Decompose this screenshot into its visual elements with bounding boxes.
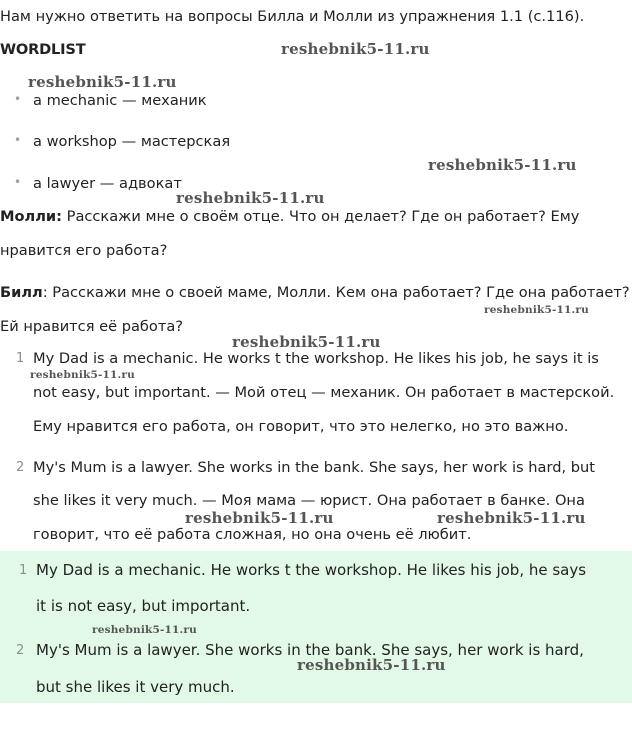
watermark: reshebnik5-11.ru	[281, 40, 430, 58]
molly-question-line-2: нравится его работа?	[0, 242, 168, 259]
watermark: reshebnik5-11.ru	[176, 189, 325, 207]
watermark: reshebnik5-11.ru	[297, 656, 446, 674]
watermark: reshebnik5-11.ru	[92, 624, 197, 636]
answer-line: My Dad is a mechanic. He works t the workshop. He likes his job, he says it is	[33, 350, 599, 367]
answer-number: 2	[16, 460, 25, 475]
intro-text: Нам нужно ответить на вопросы Билла и Молли из упражнения 1.1 (с.116).	[0, 8, 585, 25]
bullet-icon: •	[14, 92, 22, 106]
answer-line: Ему нравится его работа, он говорит, что это нелегко, но это важно.	[33, 418, 569, 435]
bill-question-line-2: Ей нравится её работа?	[0, 318, 184, 335]
watermark: reshebnik5-11.ru	[428, 156, 577, 174]
answer-line: My Dad is a mechanic. He works t the workshop. He likes his job, he says	[36, 561, 587, 579]
molly-question-text: Расскажи мне о своём отце. Что он делает? Где он работает? Ему	[62, 208, 580, 225]
watermark: reshebnik5-11.ru	[437, 509, 586, 527]
answer-line: говорит, что её работа сложная, но она очень её любит.	[33, 526, 472, 543]
answer-number: 1	[16, 351, 25, 366]
answer-number: 2	[16, 643, 25, 658]
wordlist-item-text: a mechanic — механик	[33, 92, 207, 109]
wordlist-item-text: a workshop — мастерская	[33, 133, 231, 150]
bullet-icon: •	[14, 133, 22, 147]
wordlist-heading: WORDLIST	[0, 41, 86, 58]
bill-question-text: : Расскажи мне о своей маме, Молли. Кем она работает? Где она работает?	[42, 284, 630, 301]
answer-line: but she likes it very much.	[36, 678, 235, 696]
wordlist-item-text: a lawyer — адвокат	[33, 175, 182, 192]
speaker-name-bill: Билл	[0, 284, 43, 301]
watermark: reshebnik5-11.ru	[232, 333, 381, 351]
answer-line: My's Mum is a lawyer. She works in the bank. She says, her work is hard, but	[33, 459, 595, 476]
speaker-name-molly: Молли:	[0, 208, 62, 225]
watermark: reshebnik5-11.ru	[185, 509, 334, 527]
watermark: reshebnik5-11.ru	[484, 304, 589, 316]
bullet-icon: •	[14, 175, 22, 189]
answer-line: it is not easy, but important.	[36, 597, 251, 615]
answer-line: My's Mum is a lawyer. She works in the bank. She says, her work is hard,	[36, 641, 584, 659]
bill-question-line	[0, 284, 630, 301]
watermark: reshebnik5-11.ru	[28, 73, 177, 91]
molly-question-line	[0, 208, 579, 225]
answer-line: she likes it very much. — Моя мама — юрист. Она работает в банке. Она	[33, 492, 585, 509]
answer-line: not easy, but important. — Мой отец — механик. Он работает в мастерской.	[33, 384, 615, 401]
watermark: reshebnik5-11.ru	[30, 369, 135, 381]
answer-number: 1	[19, 563, 28, 578]
